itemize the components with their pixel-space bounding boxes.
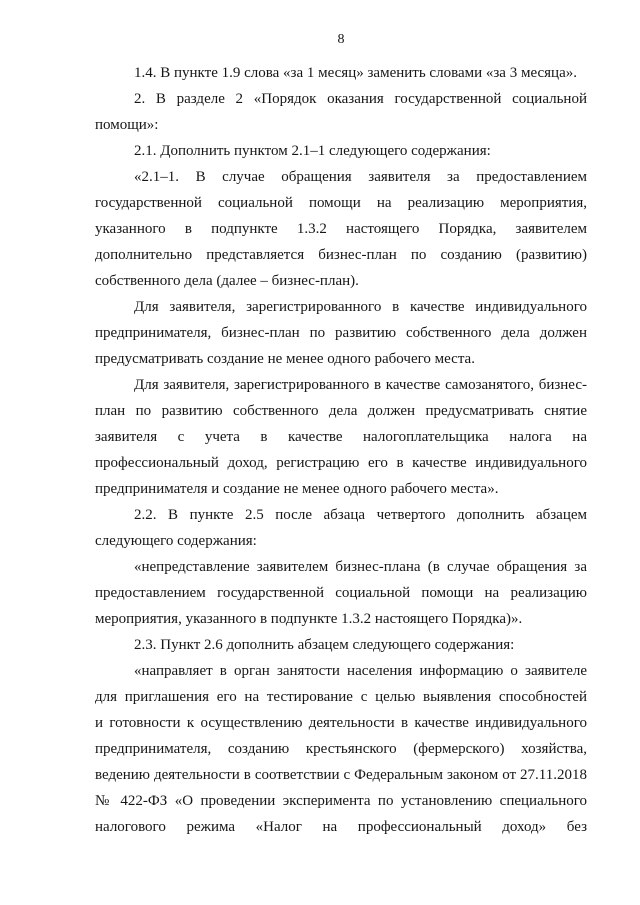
text-line: мероприятия, указанного в подпункте 1.3.2 настоящего Порядка)».	[95, 611, 523, 627]
text-line: 2.3. Пункт 2.6 дополнить абзацем следующего содержания:	[134, 637, 515, 653]
text-line: предпринимателя и создание не менее одного рабочего места».	[95, 481, 499, 497]
text-line: государственной социальной помощи на реализацию мероприятия,	[95, 195, 587, 211]
text-line: ведению деятельности в соответствии с Федеральным законом от 27.11.2018	[95, 767, 587, 783]
paragraph-2	[95, 86, 587, 138]
text-line: «направляет в орган занятости населения информацию о заявителе	[134, 663, 587, 679]
text-line: предпринимателя, созданию крестьянского (фермерского) хозяйства,	[95, 741, 587, 757]
text-line: Для заявителя, зарегистрированного в качестве самозанятого, бизнес-	[134, 377, 587, 393]
text-line: заявителя с учета в качестве налогоплательщика налога на	[95, 429, 587, 445]
paragraph-1-4	[95, 60, 587, 86]
paragraph-2-1-1-quote	[95, 164, 587, 294]
text-line: предпринимателя, бизнес-план по развитию собственного дела должен	[95, 325, 587, 341]
text-line: дополнительно представляется бизнес-план по созданию (развитию)	[95, 247, 587, 263]
paragraph-2-3	[95, 632, 587, 658]
text-line: 1.4. В пункте 1.9 слова «за 1 месяц» заменить словами «за 3 месяца».	[134, 65, 577, 81]
paragraph-2-3-quote	[95, 658, 587, 840]
text-line: предусматривать создание не менее одного рабочего места.	[95, 351, 475, 367]
text-line: 2.2. В пункте 2.5 после абзаца четвертого дополнить абзацем	[134, 507, 587, 523]
paragraph-self-employed	[95, 372, 587, 502]
text-line: помощи»:	[95, 117, 159, 133]
text-line: «2.1–1. В случае обращения заявителя за предоставлением	[134, 169, 587, 185]
text-line: налогового режима «Налог на профессиональный доход» без	[95, 819, 587, 835]
text-line: Для заявителя, зарегистрированного в качестве индивидуального	[134, 299, 587, 315]
text-line: № 422-ФЗ «О проведении эксперимента по установлению специального	[95, 793, 587, 809]
paragraph-2-2-quote	[95, 554, 587, 632]
paragraph-entrepreneur	[95, 294, 587, 372]
text-line: следующего содержания:	[95, 533, 257, 549]
text-line: «непредставление заявителем бизнес-плана (в случае обращения за	[134, 559, 587, 575]
text-line: профессиональный доход, регистрацию его в качестве индивидуального	[95, 455, 587, 471]
text-line: 2. В разделе 2 «Порядок оказания государственной социальной	[134, 91, 587, 107]
text-line: план по развитию собственного дела должен предусматривать снятие	[95, 403, 587, 419]
text-line: и готовности к осуществлению деятельности в качестве индивидуального	[95, 715, 587, 731]
text-line: собственного дела (далее – бизнес-план).	[95, 273, 359, 289]
text-line: предоставлением государственной социальной помощи на реализацию	[95, 585, 587, 601]
document-body	[95, 60, 587, 840]
text-line: указанного в подпункте 1.3.2 настоящего Порядка, заявителем	[95, 221, 587, 237]
page-number: 8	[337, 32, 345, 47]
text-line: 2.1. Дополнить пунктом 2.1–1 следующего содержания:	[134, 143, 491, 159]
paragraph-2-1	[95, 138, 587, 164]
paragraph-2-2	[95, 502, 587, 554]
text-line: для приглашения его на тестирование с целью выявления способностей	[95, 689, 587, 705]
